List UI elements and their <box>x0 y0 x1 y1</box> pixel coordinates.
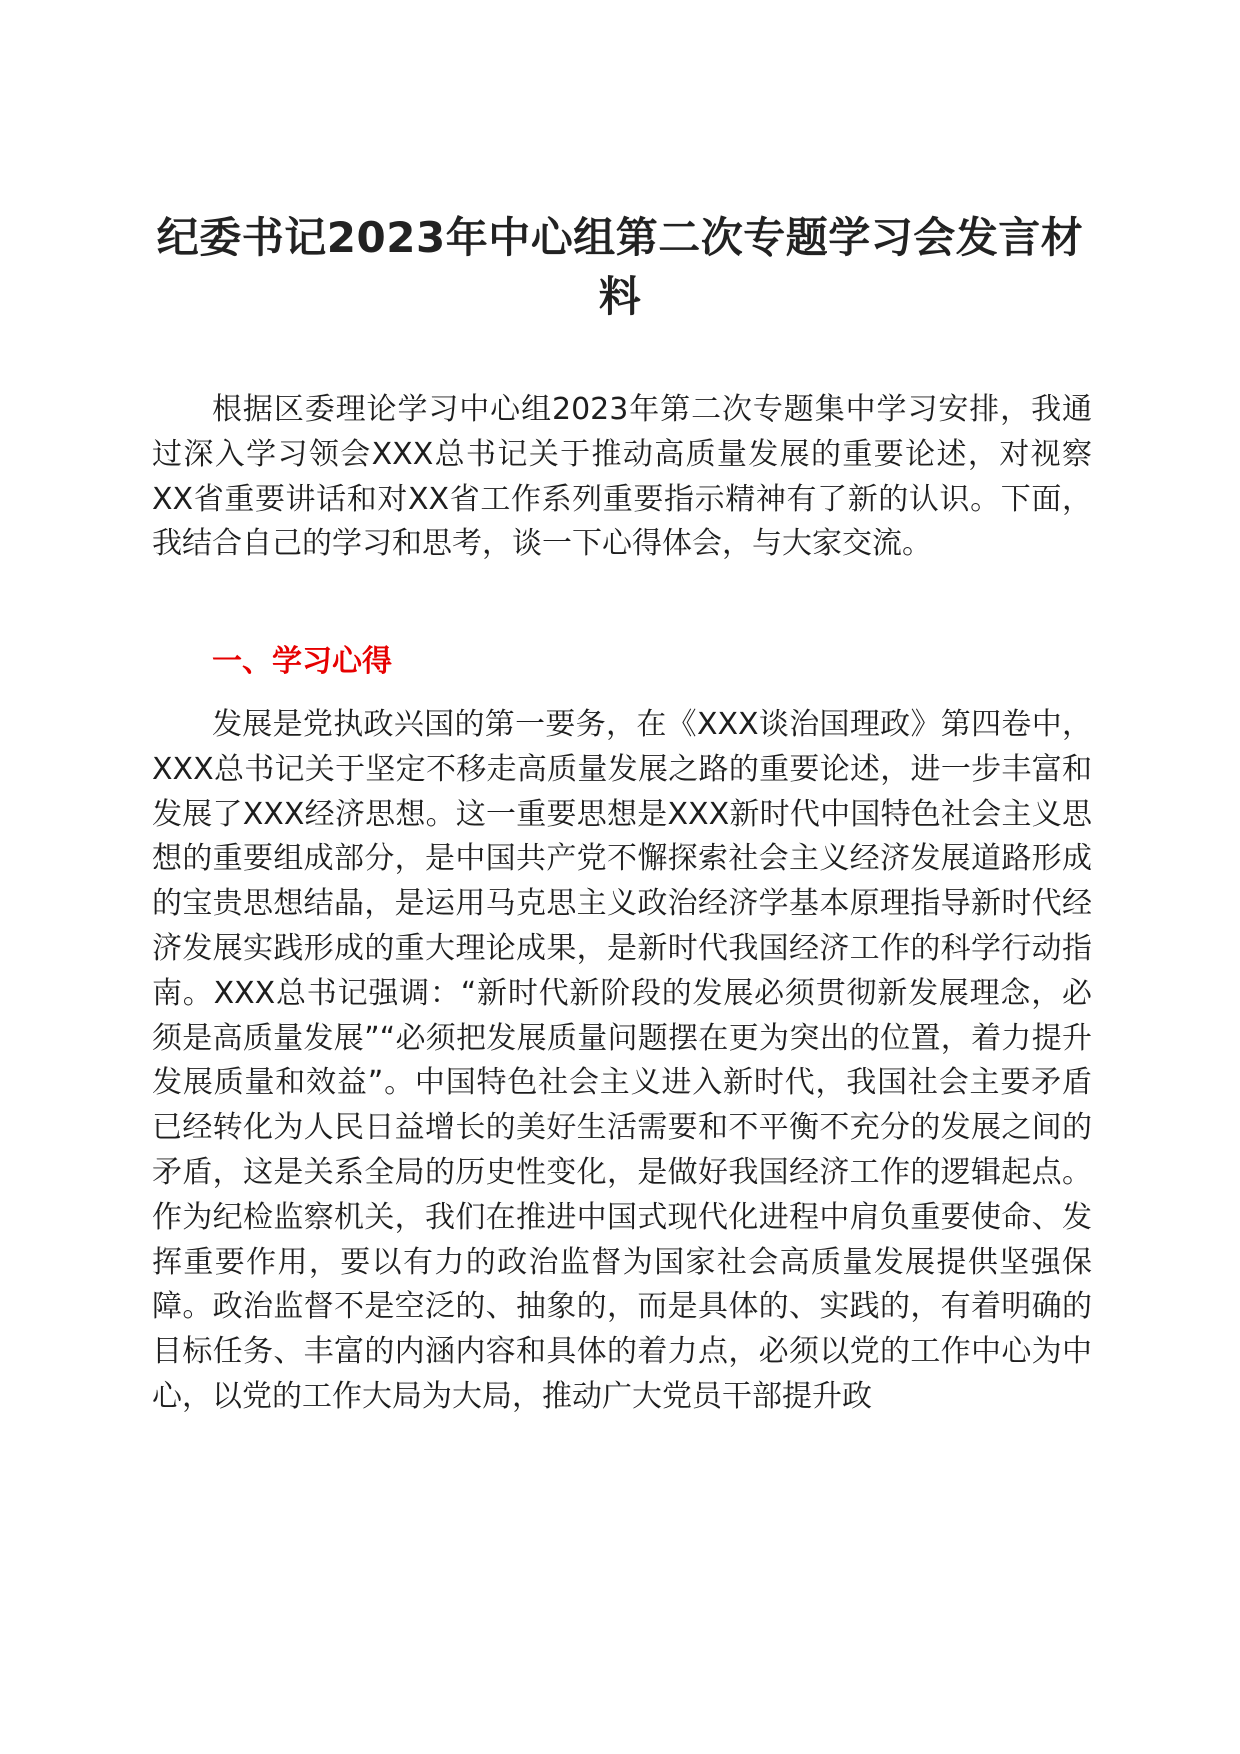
section-1-paragraph: 发展是党执政兴国的第一要务，在《XXX谈治国理政》第四卷中，XXX总书记关于坚定不移走高质量发展之路的重要论述，进一步丰富和发展了XXX经济思想。这一重要思想是XXX新时代中国特色社会主义思想的重要组成部分，是中国共产党不懈探索社会主义经济发展道路形成的宝贵思想结晶，是运用马克思主义政治经济学基本原理指导新时代经济发展实践形成的重大理论成果，是新时代我国经济工作的科学行动指南。XXX总书记强调：“新时代新阶段的发展必须贯彻新发展理念，必须是高质量发展”“必须把发展质量问题摆在更为突出的位置，着力提升发展质量和效益”。中国特色社会主义进入新时代，我国社会主要矛盾已经转化为人民日益增长的美好生活需要和不平衡不充分的发展之间的矛盾，这是关系全局的历史性变化，是做好我国经济工作的逻辑起点。作为纪检监察机关，我们在推进中国式现代化进程中肩负重要使命、发挥重要作用，要以有力的政治监督为国家社会高质量发展提供坚强保障。政治监督不是空泛的、抽象的，而是具体的、实践的，有着明确的目标任务、丰富的内涵内容和具体的着力点，必须以党的工作中心为中心，以党的工作大局为大局，推动广大党员干部提升政 <box>152 707 1092 1414</box>
intro-paragraph: 根据区委理论学习中心组2023年第二次专题集中学习安排，我通过深入学习领会XXX总书记关于推动高质量发展的重要论述，对视察XX省重要讲话和对XX省工作系列重要指示精神有了新的认识。下面，我结合自己的学习和思考，谈一下心得体会，与大家交流。 <box>152 392 1092 562</box>
section-heading-study-insights: 一、学习心得 <box>212 644 392 679</box>
document-title: 纪委书记2023年中心组第二次专题学习会发言材料 <box>156 213 1084 321</box>
